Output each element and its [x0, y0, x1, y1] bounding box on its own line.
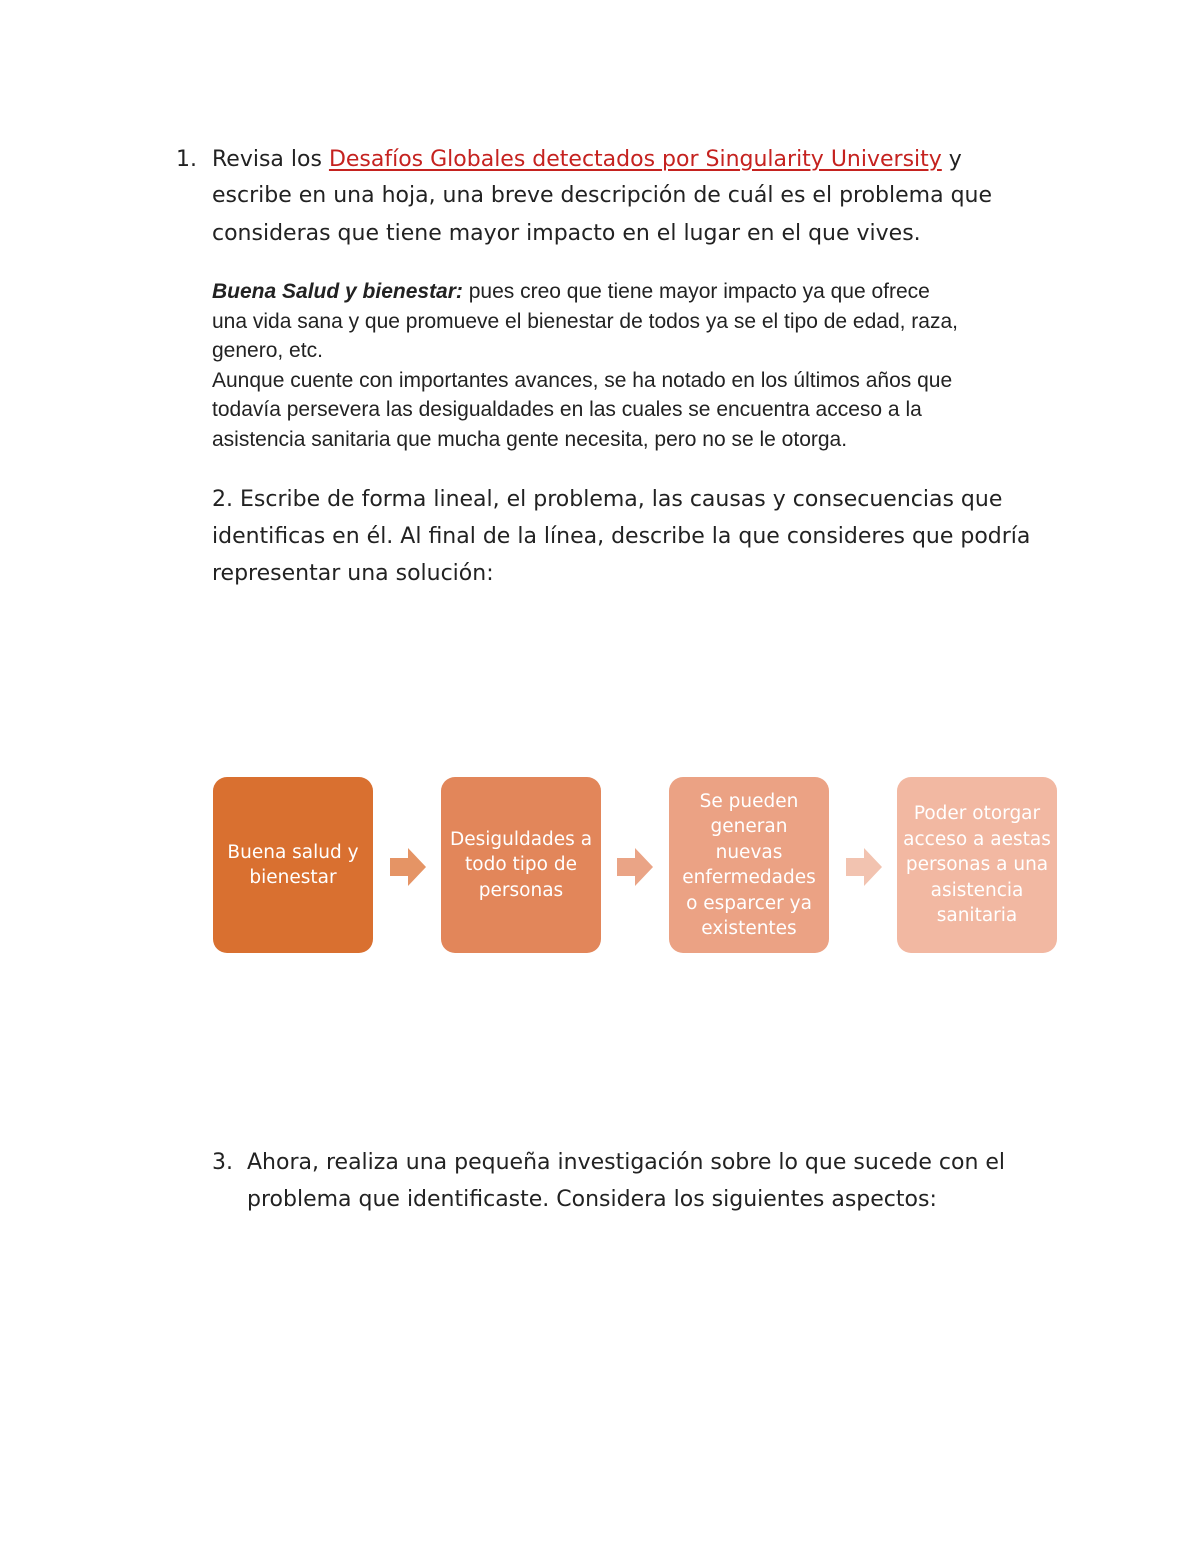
- question-2-line-1: 2. Escribe de forma lineal, el problema, las causas y consecuencias que: [212, 487, 1003, 512]
- question-2-line-3: representar una solución:: [212, 561, 494, 586]
- flow-arrow-icon: [390, 848, 426, 886]
- answer-line-1-rest: pues creo que tiene mayor impacto ya que ofrece: [462, 280, 930, 303]
- question-1-line-3: consideras que tiene mayor impacto en el lugar en el que vives.: [212, 221, 921, 246]
- question-1-line-1: [212, 141, 1112, 179]
- question-3-line-2: problema que identificaste. Considera los siguientes aspectos:: [247, 1187, 937, 1212]
- answer-line-5: todavía persevera las desigualdades en las cuales se encuentra acceso a la: [212, 398, 922, 421]
- answer-line-1: [212, 277, 1072, 307]
- question-3-line-1: Ahora, realiza una pequeña investigación sobre lo que sucede con el: [247, 1150, 1006, 1175]
- question-1-number: 1.: [176, 147, 197, 172]
- answer-line-4: Aunque cuente con importantes avances, se ha notado en los últimos años que: [212, 368, 953, 392]
- singularity-challenges-link[interactable]: Desafíos Globales detectados por Singularity University: [328, 147, 942, 172]
- question-1-line-2: escribe en una hoja, una breve descripción de cuál es el problema que: [212, 183, 993, 208]
- answer-line-6: asistencia sanitaria que mucha gente necesita, pero no se le otorga.: [212, 427, 848, 451]
- flow-step-cause: Desiguldades a todo tipo de personas: [441, 777, 601, 953]
- answer-line-2: una vida sana y que promueve el bienestar de todos ya se el tipo de edad, raza,: [212, 309, 958, 333]
- question-3-number: 3.: [212, 1150, 233, 1175]
- question-2-line-2: identificas en él. Al final de la línea, describe la que consideres que podría: [212, 524, 1031, 549]
- answer-line-3: genero, etc.: [212, 339, 323, 362]
- flow-step-consequence: Se pueden generan nuevas enfermedades o esparcer ya existentes: [669, 777, 829, 953]
- answer-paragraph: [212, 277, 1072, 454]
- flow-arrow-icon: [617, 848, 653, 886]
- flow-arrow-icon: [846, 848, 882, 886]
- flow-step-problem: Buena salud y bienestar: [213, 777, 373, 953]
- question-1-prefix: Revisa los: [212, 147, 329, 172]
- flow-step-solution: Poder otorgar acceso a aestas personas a una asistencia sanitaria: [897, 777, 1057, 953]
- question-1-suffix: y: [941, 147, 962, 172]
- answer-lead: Buena Salud y bienestar:: [212, 280, 463, 303]
